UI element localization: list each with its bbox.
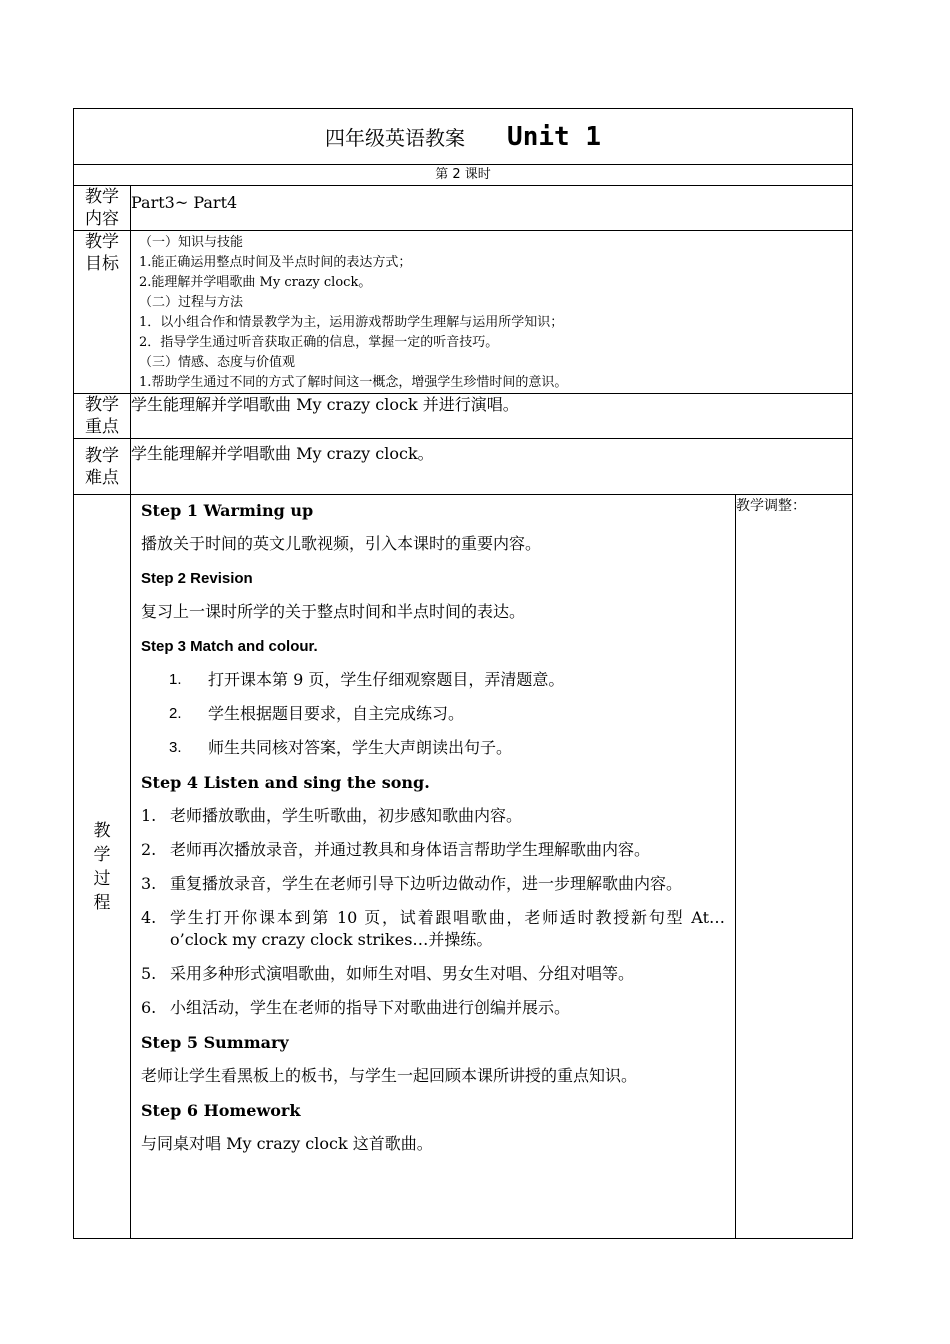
list-item: 5. 采用多种形式演唱歌曲，如师生对唱、男女生对唱、分组对唱等。 [141, 964, 635, 983]
step-title: Step 5 Summary [141, 1033, 289, 1052]
difficulties-text: 学生能理解并学唱歌曲 My crazy clock。 [131, 439, 853, 495]
objective-line: （二）过程与方法 [139, 295, 244, 310]
objective-line: 2.能理解并学唱歌曲 My crazy clock。 [139, 275, 372, 290]
lesson-plan-page [73, 108, 852, 1239]
page-title: 四年级英语教案 [325, 125, 466, 150]
step-text: 播放关于时间的英文儿歌视频，引入本课时的重要内容。 [141, 534, 542, 553]
objectives-text [131, 231, 853, 394]
step-title: Step 3 Match and colour. [141, 638, 318, 655]
objective-line: 1.帮助学生通过不同的方式了解时间这一概念，增强学生珍惜时间的意识。 [139, 375, 568, 390]
key-points-text: 学生能理解并学唱歌曲 My crazy clock 并进行演唱。 [131, 394, 853, 439]
content-text: Part3~ Part4 [131, 186, 853, 231]
key-points-row [74, 394, 853, 439]
step-text: 与同桌对唱 My crazy clock 这首歌曲。 [141, 1134, 433, 1153]
objective-line: （一）知识与技能 [139, 235, 244, 250]
objective-line: 2．指导学生通过听音获取正确的信息，掌握一定的听音技巧。 [139, 335, 499, 350]
objective-line: 1．以小组合作和情景教学为主，运用游戏帮助学生理解与运用所学知识； [139, 315, 564, 330]
lesson-plan-table [73, 108, 853, 1239]
objective-line: 1.能正确运用整点时间及半点时间的表达方式； [139, 255, 412, 270]
list-item: 2. 学生根据题目要求，自主完成练习。 [169, 704, 465, 723]
process-row [74, 495, 853, 1239]
objective-line: （三）情感、态度与价值观 [139, 355, 296, 370]
adjust-column [736, 495, 853, 1239]
step-title: Step 2 Revision [141, 570, 253, 587]
step-text: 复习上一课时所学的关于整点时间和半点时间的表达。 [141, 602, 526, 621]
step-text: 老师让学生看黑板上的板书，与学生一起回顾本课所讲授的重点知识。 [141, 1066, 638, 1085]
unit-label: Unit 1 [507, 121, 601, 152]
process-content [131, 495, 736, 1239]
difficulties-label: 教学 难点 [74, 439, 131, 495]
objectives-label: 教学 目标 [74, 231, 131, 394]
difficulties-row [74, 439, 853, 495]
list-item: 3. 师生共同核对答案，学生大声朗读出句子。 [169, 738, 513, 757]
adjust-label: 教学调整： [736, 498, 806, 514]
list-item: 1. 打开课本第 9 页，学生仔细观察题目，弄清题意。 [169, 670, 565, 689]
lesson-number: 第 2 课时 [74, 165, 853, 186]
content-row [74, 186, 853, 231]
process-label: 教 学 过 程 [74, 495, 131, 1239]
lesson-row [74, 165, 853, 186]
list-item: 6. 小组活动，学生在老师的指导下对歌曲进行创编并展示。 [141, 998, 571, 1017]
title-row [74, 109, 853, 165]
list-item: 2. 老师再次播放录音，并通过教具和身体语言帮助学生理解歌曲内容。 [141, 840, 651, 859]
list-item: 4. 学生打开你课本到第 10 页，试着跟唱歌曲，老师适时教授新句型 At…o’clock my crazy clock strikes…并操练。 [141, 908, 725, 949]
title-cell [74, 109, 853, 165]
list-item: 1. 老师播放歌曲，学生听歌曲，初步感知歌曲内容。 [141, 806, 523, 825]
step-title: Step 1 Warming up [141, 501, 314, 520]
step-title: Step 4 Listen and sing the song. [141, 773, 430, 792]
key-points-label: 教学 重点 [74, 394, 131, 439]
content-label: 教学 内容 [74, 186, 131, 231]
step-title: Step 6 Homework [141, 1101, 301, 1120]
objectives-row [74, 231, 853, 394]
list-item: 3. 重复播放录音，学生在老师引导下边听边做动作，进一步理解歌曲内容。 [141, 874, 683, 893]
